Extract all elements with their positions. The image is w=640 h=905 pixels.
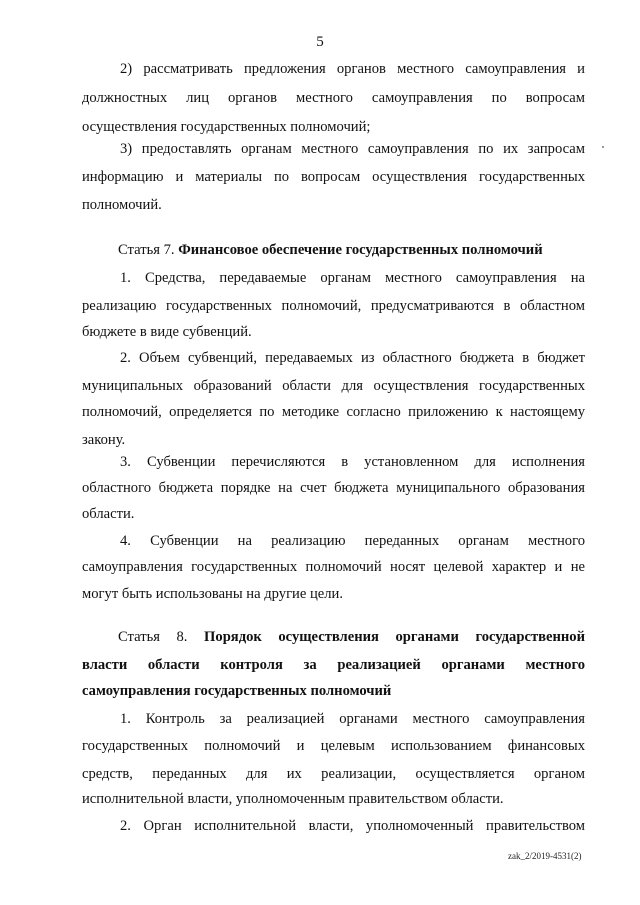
text-line: могут быть использованы на другие цели. <box>82 586 344 602</box>
article-8-title-line-1: Порядок осуществления органами государственной <box>204 629 586 645</box>
text-line: 2. Объем субвенций, передаваемых из областного бюджета в бюджет <box>120 350 585 366</box>
article-7-prefix: Статья 7. <box>118 242 175 258</box>
text-line: 4. Субвенции на реализацию переданных органам местного <box>120 533 585 549</box>
text-line: 3. Субвенции перечисляются в установленном для исполнения <box>120 454 585 470</box>
text-line: средств, переданных для их реализации, осуществляется органом <box>82 766 585 782</box>
article-7-heading <box>118 241 588 259</box>
text-line: муниципальных образований области для осуществления государственных <box>82 378 585 394</box>
text-line: 1. Средства, передаваемые органам местного самоуправления на <box>120 270 585 286</box>
text-line: осуществления государственных полномочий; <box>82 119 371 135</box>
text-line: закону. <box>82 432 126 448</box>
text-line: 1. Контроль за реализацией органами местного самоуправления <box>120 711 585 727</box>
article-8-heading-line-1 <box>118 628 585 646</box>
text-line: полномочий. <box>82 197 162 213</box>
text-line: 2) рассматривать предложения органов местного самоуправления и <box>120 61 585 77</box>
text-line: информацию и материалы по вопросам осуществления государственных <box>82 169 585 185</box>
article-8-heading-line-3: самоуправления государственных полномочий <box>82 683 392 699</box>
article-8-prefix: Статья 8. <box>118 629 188 645</box>
text-line: государственных полномочий и целевым использованием финансовых <box>82 738 585 754</box>
text-line: области. <box>82 506 135 522</box>
text-line: самоуправления государственных полномочий носят целевой характер и не <box>82 559 585 575</box>
text-line: должностных лиц органов местного самоуправления по вопросам <box>82 90 585 106</box>
scan-speck <box>602 146 604 148</box>
text-line: бюджете в виде субвенций. <box>82 324 252 340</box>
article-7-title: Финансовое обеспечение государственных полномочий <box>178 242 543 258</box>
page-number: 5 <box>316 34 324 50</box>
document-code: zak_2/2019-4531(2) <box>508 851 582 861</box>
text-line: 2. Орган исполнительной власти, уполномоченный правительством <box>120 818 585 834</box>
text-line: областного бюджета порядке на счет бюджета муниципального образования <box>82 480 585 496</box>
text-line: исполнительной власти, уполномоченным правительством области. <box>82 791 504 807</box>
text-line: реализацию государственных полномочий, предусматриваются в областном <box>82 298 585 314</box>
text-line: 3) предоставлять органам местного самоуправления по их запросам <box>120 141 585 157</box>
article-8-heading-line-2: власти области контроля за реализацией органами местного <box>82 657 585 673</box>
text-line: полномочий, определяется по методике согласно приложению к настоящему <box>82 404 585 420</box>
